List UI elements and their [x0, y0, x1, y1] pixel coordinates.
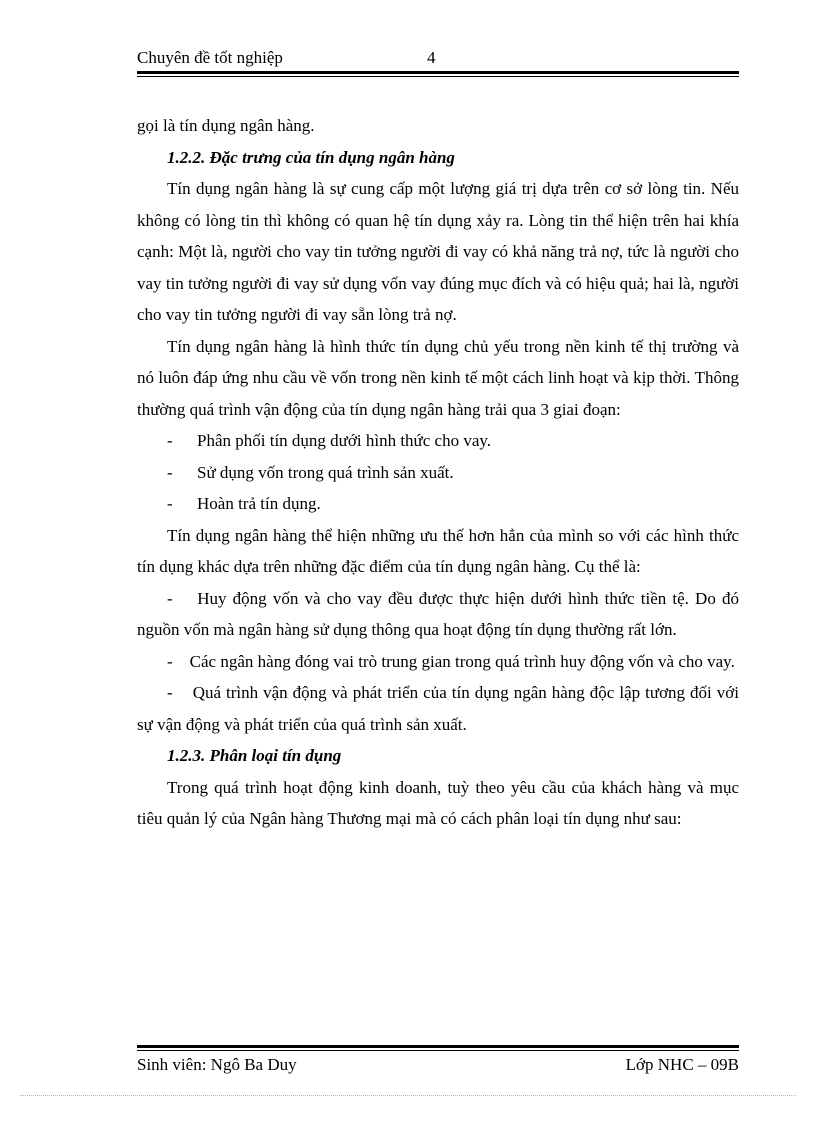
list-item: - Huy động vốn và cho vay đều được thực hiện dưới hình thức tiền tệ. Do đó nguồn vốn mà ngân hàng sử dụng thông qua hoạt động tín dụng thường rất lớn. — [137, 588, 739, 639]
list-item — [137, 488, 739, 520]
paragraph: Tín dụng ngân hàng thể hiện những ưu thế hơn hẳn của mình so với các hình thức tín dụng khác dựa trên những đặc điểm của tín dụng ngân hàng. Cụ thể là: — [137, 525, 739, 576]
list-item-text: Sử dụng vốn trong quá trình sản xuất. — [197, 462, 454, 482]
list-item-text: Quá trình vận động và phát triển của tín dụng ngân hàng độc lập tương đối với sự vận động và phát triển của quá trình sản xuất. — [137, 683, 739, 734]
list-item-text: Phân phối tín dụng dưới hình thức cho vay. — [197, 431, 492, 450]
bullet-dash: - — [167, 462, 173, 482]
section-heading-1-2-3: 1.2.3. Phân loại tín dụng — [167, 746, 342, 765]
page-boundary-line — [20, 1095, 796, 1096]
bullet-dash: - — [167, 431, 173, 450]
list-item: - Các ngân hàng đóng vai trò trung gian trong quá trình huy động vốn và cho vay. — [167, 651, 735, 671]
list-item — [137, 425, 739, 457]
header-rule-thick — [137, 71, 739, 74]
student-name: Sinh viên: Ngô Ba Duy — [137, 1055, 297, 1074]
class-name: Lớp NHC – 09B — [625, 1055, 739, 1074]
paragraph: Trong quá trình hoạt động kinh doanh, tuỳ theo yêu cầu của khách hàng và mục tiêu quản lý của Ngân hàng Thương mại mà có cách phân loại tín dụng như sau: — [137, 777, 739, 828]
paragraph-continuation: gọi là tín dụng ngân hàng. — [137, 116, 315, 135]
header-rule-thin — [137, 76, 739, 77]
list-item-text: Các ngân hàng đóng vai trò trung gian trong quá trình huy động vốn và cho vay. — [189, 651, 735, 671]
document-title: Chuyên đề tốt nghiệp — [137, 48, 283, 67]
list-item-text: Huy động vốn và cho vay đều được thực hiện dưới hình thức tiền tệ. Do đó nguồn vốn mà ngân hàng sử dụng thông qua hoạt động tín dụng thường rất lớn. — [137, 588, 739, 639]
list-item: - Quá trình vận động và phát triển của tín dụng ngân hàng độc lập tương đối với sự vận động và phát triển của quá trình sản xuất. — [137, 683, 739, 734]
bullet-dash: - — [167, 494, 173, 513]
paragraph: Tín dụng ngân hàng là hình thức tín dụng chủ yếu trong nền kinh tế thị trường và nó luôn đáp ứng nhu cầu về vốn trong nền kinh tế một cách linh hoạt và kịp thời. Thông thường quá trình vận động của tín dụng ngân hàng trải qua 3 giai đoạn: — [137, 336, 739, 419]
page-body — [137, 110, 739, 835]
paragraph: Tín dụng ngân hàng là sự cung cấp một lượng giá trị dựa trên cơ sở lòng tin. Nếu không có lòng tin thì không có quan hệ tín dụng xảy ra. Lòng tin thể hiện trên hai khía cạnh: Một là, người cho vay tin tưởng người đi vay có khả năng trả nợ, tức là người cho vay tin tưởng người đi vay sử dụng vốn vay đúng mục đích và có hiệu quả; hai là, người cho vay tin tưởng người đi vay sẵn lòng trả nợ. — [137, 179, 739, 324]
list-item-text: Hoàn trả tín dụng. — [197, 494, 321, 513]
section-heading-1-2-2: 1.2.2. Đặc trưng của tín dụng ngân hàng — [167, 147, 455, 167]
footer-rule-thin — [137, 1050, 739, 1051]
list-item — [137, 457, 739, 489]
page-header — [137, 48, 739, 70]
footer-rule-thick — [137, 1045, 739, 1048]
page-number: 4 — [427, 48, 436, 67]
